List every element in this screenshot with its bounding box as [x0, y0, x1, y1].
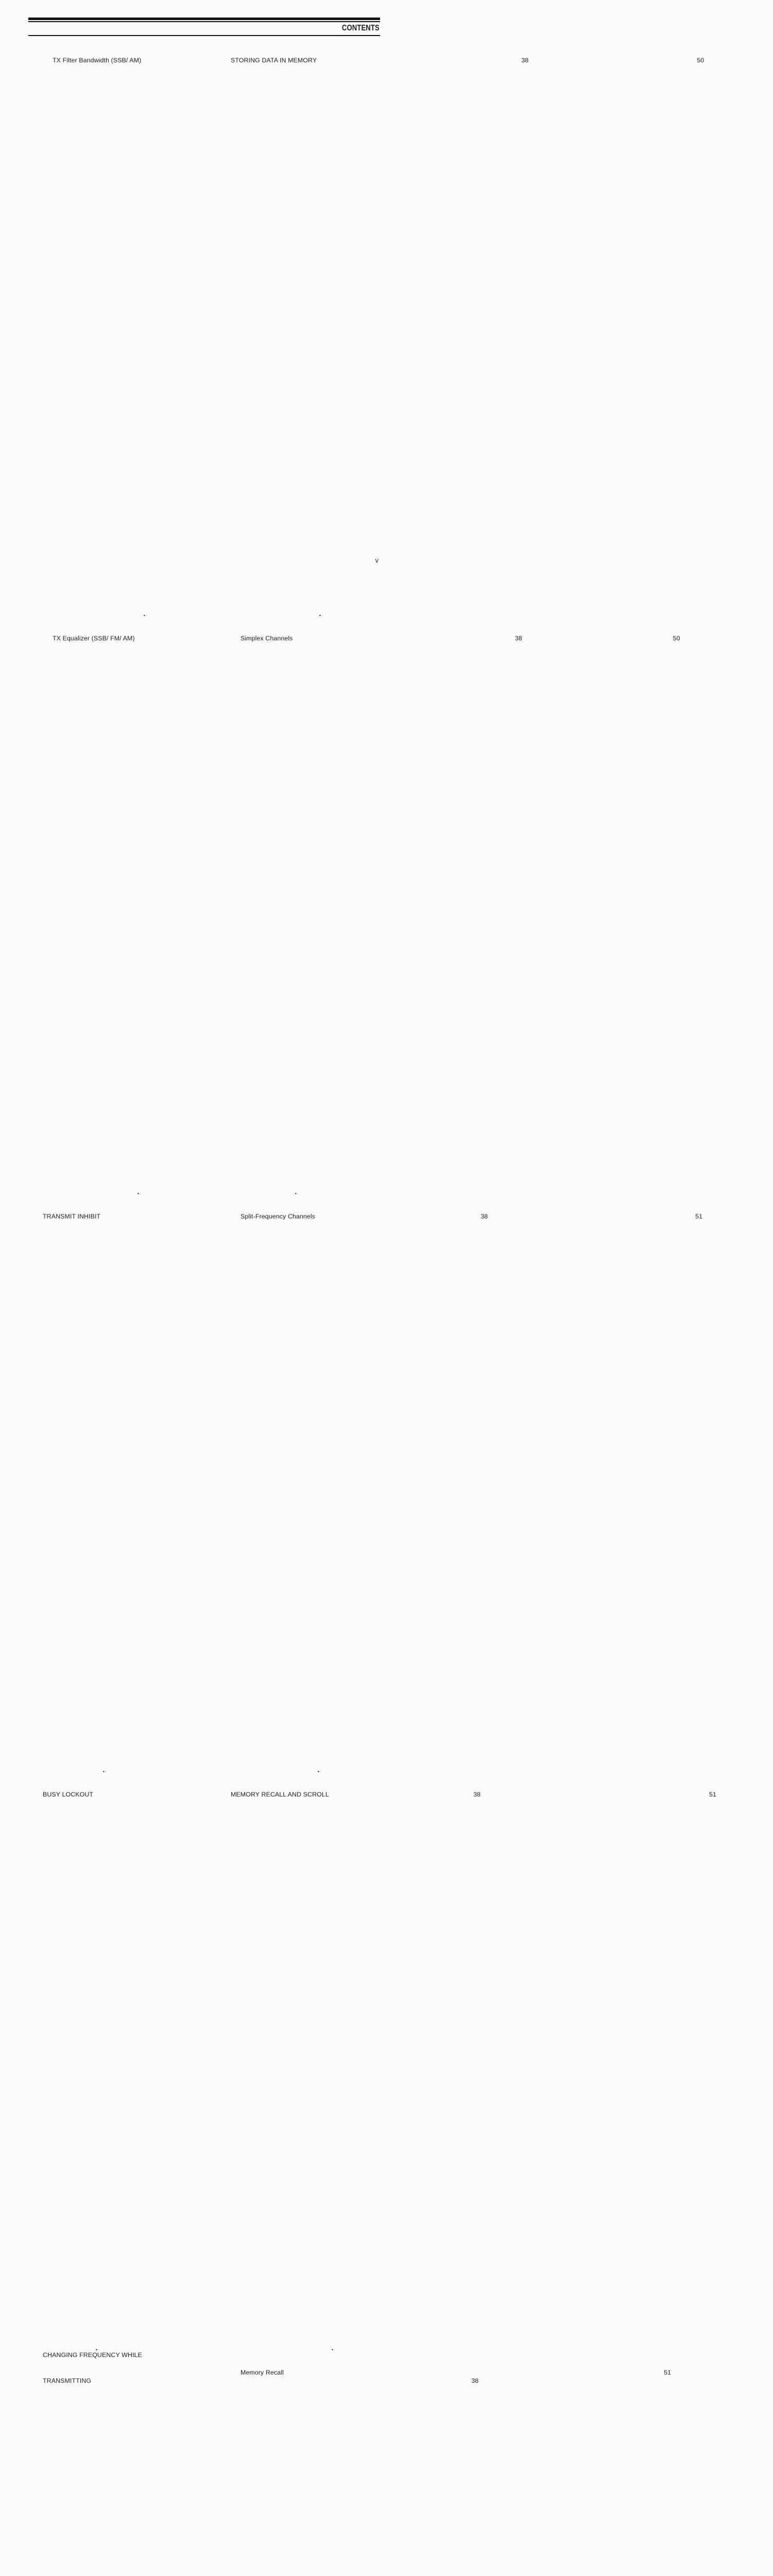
toc-entry-label: TX Equalizer (SSB/ FM/ AM)	[53, 635, 135, 643]
toc-entry-label: Simplex Channels	[241, 635, 293, 643]
toc-entry	[28, 2351, 194, 2360]
toc-entry	[28, 617, 194, 1195]
dot-leader	[138, 1193, 141, 1194]
toc-page-number: 38	[142, 617, 551, 1195]
toc-columns	[28, 39, 380, 2576]
toc-page-number: 38	[98, 2360, 507, 2576]
toc-entry-label: CHANGING FREQUENCY WHILE	[43, 2351, 142, 2360]
toc-entry-label: Memory Recall	[241, 2369, 284, 2377]
toc-page-number: 38	[100, 1773, 509, 2351]
toc-page-number: 51	[336, 1773, 745, 2351]
toc-page-number: 50	[324, 39, 732, 617]
page-header	[28, 22, 380, 35]
toc-entry-label: TRANSMIT INHIBIT	[43, 1213, 100, 1221]
toc-entry	[28, 1195, 194, 1773]
top-thick-rule	[28, 18, 380, 20]
toc-page-number: 50	[300, 617, 708, 1195]
dot-leader	[96, 2349, 99, 2350]
toc-entry	[28, 1773, 194, 2351]
header-rule	[28, 35, 380, 36]
toc-entry	[28, 39, 194, 617]
dot-leader	[144, 615, 147, 616]
toc-entry-label: STORING DATA IN MEMORY	[231, 57, 317, 65]
folio-page-number: v	[375, 556, 379, 564]
contents-title: CONTENTS	[342, 24, 380, 33]
toc-entry-label: BUSY LOCKOUT	[43, 1791, 93, 1799]
toc-page-number: 51	[291, 2351, 699, 2576]
toc-entry-label: TX Filter Bandwidth (SSB/ AM)	[53, 57, 141, 65]
toc-entry-label: TRANSMITTING	[43, 2377, 91, 2385]
manual-contents-page	[0, 0, 408, 578]
toc-page-number: 38	[108, 1195, 516, 1773]
toc-page-number: 38	[148, 39, 557, 617]
toc-entry	[28, 2360, 194, 2576]
toc-page-number: 51	[322, 1195, 731, 1773]
dot-leader	[103, 1771, 106, 1772]
toc-entry-label: MEMORY RECALL AND SCROLL	[231, 1791, 329, 1799]
toc-entry-label: Split-Frequency Channels	[241, 1213, 315, 1221]
toc-left-column	[28, 39, 194, 2576]
